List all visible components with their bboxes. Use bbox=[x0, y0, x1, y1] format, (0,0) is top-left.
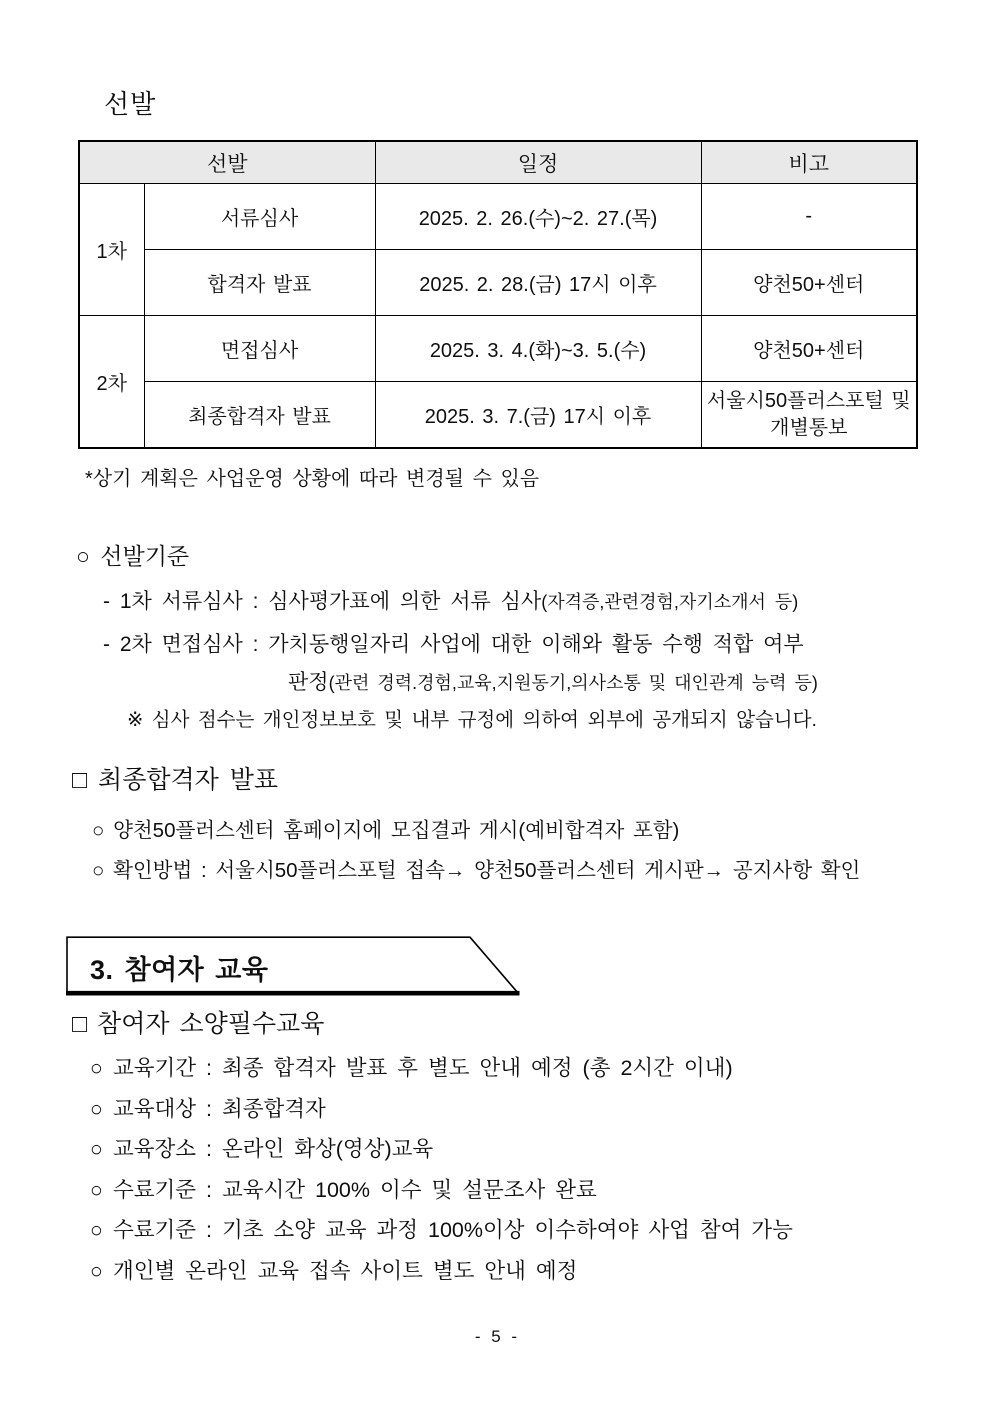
table-header-row bbox=[79, 141, 917, 184]
final-announcement-item: ○ 양천50플러스센터 홈페이지에 모집결과 게시(예비합격자 포함) bbox=[92, 819, 680, 842]
criteria-line-1 bbox=[103, 585, 798, 615]
criteria-line-1-main: - 1차 서류심사 : 심사평가표에 의한 서류 심사 bbox=[103, 590, 542, 613]
cell-stage-pass-announcement: 합격자 발표 bbox=[144, 250, 375, 316]
page-title: 선발 bbox=[104, 89, 157, 119]
cell-stage-interview: 면접심사 bbox=[144, 316, 375, 382]
header-selection: 선발 bbox=[79, 141, 375, 184]
cell-remark-interview: 양천50+센터 bbox=[701, 316, 917, 382]
education-list-item: ○ 수료기준 : 교육시간 100% 이수 및 설문조사 완료 bbox=[90, 1177, 597, 1202]
cell-stage-final-announcement: 최종합격자 발표 bbox=[144, 382, 375, 449]
header-remarks: 비고 bbox=[701, 141, 917, 184]
education-subheading: □ 참여자 소양필수교육 bbox=[72, 1010, 325, 1038]
cell-schedule-final-announcement: 2025. 3. 7.(금) 17시 이후 bbox=[375, 382, 701, 449]
table-footnote: *상기 계획은 사업운영 상황에 따라 변경될 수 있음 bbox=[85, 468, 540, 490]
cell-stage-document-review: 서류심사 bbox=[144, 184, 375, 250]
final-announcement-heading: □ 최종합격자 발표 bbox=[72, 766, 279, 794]
education-list-item: ○ 교육기간 : 최종 합격자 발표 후 별도 안내 예정 (총 2시간 이내) bbox=[90, 1056, 733, 1080]
table-row bbox=[79, 316, 917, 382]
table-row bbox=[79, 250, 917, 316]
criteria-line-2: - 2차 면접심사 : 가치동행일자리 사업에 대한 이해와 활동 수행 적합 여부 bbox=[103, 633, 804, 656]
cell-remark-document-review: - bbox=[701, 184, 917, 250]
education-list-item: ○ 개인별 온라인 교육 접속 사이트 별도 안내 예정 bbox=[90, 1258, 578, 1283]
cell-round-1: 1차 bbox=[79, 184, 144, 316]
criteria-heading: ○ 선발기준 bbox=[76, 543, 190, 569]
cell-schedule-interview: 2025. 3. 4.(화)~3. 5.(수) bbox=[375, 316, 701, 382]
education-list-item: ○ 교육장소 : 온라인 화상(영상)교육 bbox=[90, 1137, 434, 1161]
education-list bbox=[90, 1048, 793, 1291]
final-announcement-item: ○ 확인방법 : 서울시50플러스포털 접속→ 양천50플러스센터 게시판→ 공지사항 확인 bbox=[92, 859, 861, 882]
criteria-line-3 bbox=[288, 666, 818, 696]
section-banner-title: 3. 참여자 교육 bbox=[90, 955, 269, 985]
privacy-note: ※ 심사 점수는 개인정보보호 및 내부 규정에 의하여 외부에 공개되지 않습니다. bbox=[127, 709, 817, 731]
table-row bbox=[79, 184, 917, 250]
cell-remark-final-announcement: 서울시50플러스포털 및 개별통보 bbox=[701, 382, 917, 449]
page-number: - 5 - bbox=[474, 1327, 518, 1346]
education-list-item: ○ 교육대상 : 최종합격자 bbox=[90, 1096, 326, 1121]
criteria-line-3-paren: (관련 경력.경험,교육,지원동기,의사소통 및 대인관계 능력 등) bbox=[328, 673, 818, 693]
cell-schedule-pass-announcement: 2025. 2. 28.(금) 17시 이후 bbox=[375, 250, 701, 316]
education-list-item: ○ 수료기준 : 기초 소양 교육 과정 100%이상 이수하여야 사업 참여 가능 bbox=[90, 1218, 793, 1242]
table-row bbox=[79, 382, 917, 449]
criteria-line-3-main: 판정 bbox=[288, 671, 329, 694]
cell-remark-pass-announcement: 양천50+센터 bbox=[701, 250, 917, 316]
cell-round-2: 2차 bbox=[79, 316, 144, 449]
cell-schedule-document-review: 2025. 2. 26.(수)~2. 27.(목) bbox=[375, 184, 701, 250]
selection-schedule-table bbox=[78, 140, 918, 449]
criteria-line-1-paren: (자격증,관련경험,자기소개서 등) bbox=[541, 592, 799, 612]
header-schedule: 일정 bbox=[375, 141, 701, 184]
